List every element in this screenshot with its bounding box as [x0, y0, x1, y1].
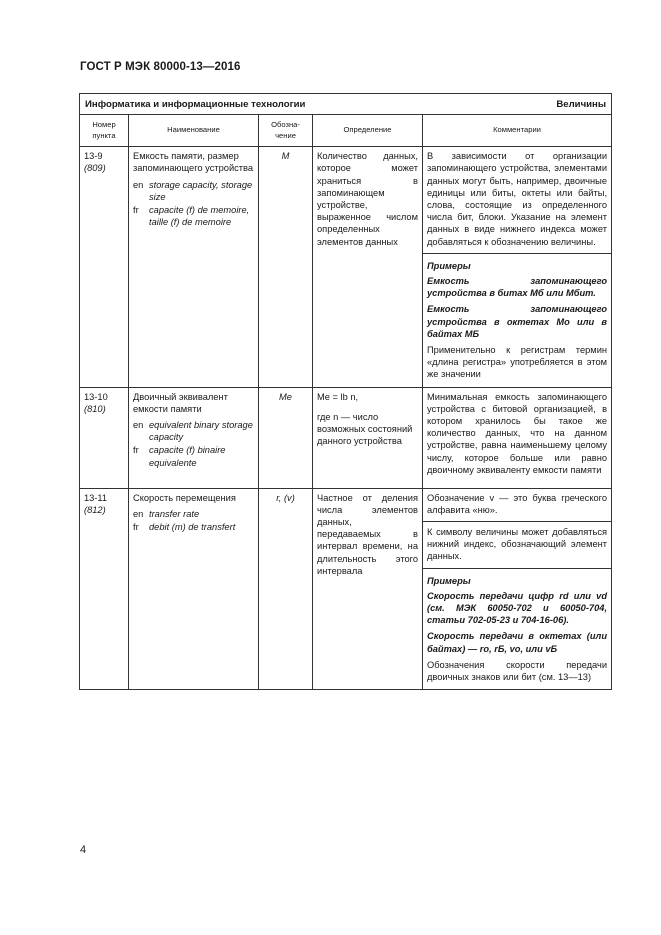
definition-text: Частное от деления числа элементов данных, передаваемых в интервал времени, на длительность этого интервала: [317, 492, 418, 576]
comment-cell: [423, 147, 612, 387]
term-fr: fr capacite (f) de memoire, taille (f) de memoire: [133, 204, 254, 228]
term-en: en transfer rate: [133, 508, 200, 519]
comment-paragraph: В зависимости от организации запоминающего устройства, элементами данных могут быть, например, двоичные единицы или биты, октеты или байты, слова, состоящие из определенного числа бит, блоки. Указание на элемент данных в виде нижнего индекса может добавляться к обозначению величины.: [427, 151, 608, 247]
definition-text: Количество данных, которое может храниться в запоминающем устройстве, выраженное числом определенных элементов данных: [317, 151, 418, 247]
definition-cell: [313, 387, 423, 488]
banner-quantities: Величины: [556, 99, 607, 110]
quantities-table: [79, 93, 612, 690]
definition-cell: [313, 147, 423, 387]
term-name-ru: Скорость перемещения: [133, 492, 236, 503]
column-header-number: Номер пункта: [80, 115, 129, 147]
column-header-comments: Комментарии: [423, 115, 612, 147]
comment-cell: [423, 387, 612, 488]
quantity-symbol: M: [281, 151, 290, 162]
page-number: 4: [80, 844, 87, 856]
quantity-symbol: r, (v): [276, 492, 295, 503]
term-en: en equivalent binary storage capacity: [133, 420, 253, 443]
table-banner-row: [80, 94, 612, 115]
document-title: ГОСТ Р МЭК 80000-13—2016: [80, 61, 241, 73]
term-en-text: equivalent binary storage capacity: [149, 420, 253, 443]
term-en-text: storage capacity, storage size: [149, 179, 253, 202]
term-name-cell: [129, 488, 259, 690]
table-banner: [80, 94, 612, 115]
banner-title: Информатика и информационные технологии: [85, 99, 306, 110]
column-header-symbol: Обозна-чение: [259, 115, 313, 147]
example-item: Емкость запоминающего устройства в октетах Mo или в байтах MБ: [427, 304, 608, 339]
term-name-cell: [129, 387, 259, 488]
symbol-cell: [259, 488, 313, 690]
comment-divider: [423, 521, 611, 522]
item-number-cell: [80, 488, 129, 690]
term-name-cell: [129, 147, 259, 387]
example-item: Емкость запоминающего устройства в битах Mб или Mбит.: [427, 276, 608, 299]
item-number-cell: [80, 147, 129, 387]
item-iec-number: (810): [84, 403, 106, 414]
column-header-definition: Определение: [313, 115, 423, 147]
term-en: en storage capacity, storage size: [133, 179, 253, 202]
table-row: [80, 147, 612, 387]
example-item: Скорость передачи цифр rd или vd (см. МЭК 60050-702 и 60050-704, статьи 702-05-23 и 704-16-06).: [427, 590, 608, 626]
quantity-symbol: Me: [279, 391, 292, 402]
definition-text: где n — число возможных состояний данного устройства: [317, 411, 413, 447]
comment-paragraph: Минимальная емкость запоминающего устройства с битовой организацией, в котором хранилось бы такое же количество данных, что на данном устройстве, равна наименьшему целому числу, которое больше или равно двоичному эквиваленту емкости памяти: [427, 391, 608, 475]
item-iec-number: (809): [84, 163, 106, 174]
example-item: Скорость передачи в октетах (или байтах) — ro, rБ, vo, или vБ: [427, 631, 608, 654]
item-number-cell: [80, 387, 129, 488]
comment-divider: [423, 253, 611, 254]
comment-paragraph: К символу величины может добавляться нижний индекс, обозначающий элемент данных.: [427, 527, 608, 562]
comment-paragraph: Обозначение v — это буква греческого алфавита «ню».: [427, 492, 608, 515]
term-fr-text: capacite (f) de memoire, taille (f) de memoire: [149, 205, 250, 228]
term-fr: fr debit (m) de transfert: [133, 522, 236, 533]
definition-formula: Me = lb n,: [317, 391, 359, 402]
symbol-cell: [259, 147, 313, 387]
term-fr-text: debit (m) de transfert: [149, 522, 236, 533]
column-header-name: Наименование: [129, 115, 259, 147]
table-row: [80, 488, 612, 690]
examples-heading: Примеры: [427, 575, 471, 586]
examples-heading: Примеры: [427, 260, 471, 271]
item-number: 13-10: [84, 391, 108, 402]
comment-paragraph: Применительно к регистрам термин «длина регистра» употребляется в этом же значении: [427, 345, 608, 380]
term-fr: fr capacite (f) binaire equivalente: [133, 444, 254, 468]
term-fr-text: capacite (f) binaire equivalente: [149, 445, 226, 468]
term-name-ru: Емкость памяти, размер запоминающего устройства: [133, 151, 254, 174]
comment-divider: [423, 568, 611, 569]
item-iec-number: (812): [84, 504, 106, 515]
item-number: 13-9: [84, 151, 103, 162]
table-header-row: [80, 115, 612, 147]
term-name-ru: Двоичный эквивалент емкости памяти: [133, 391, 228, 414]
symbol-cell: [259, 387, 313, 488]
table-row: [80, 387, 612, 488]
definition-cell: [313, 488, 423, 690]
comment-cell: [423, 488, 612, 690]
item-number: 13-11: [84, 492, 108, 503]
comment-paragraph: Обозначения скорости передачи двоичных знаков или бит (см. 13—13): [427, 659, 608, 683]
term-en-text: transfer rate: [149, 508, 200, 519]
